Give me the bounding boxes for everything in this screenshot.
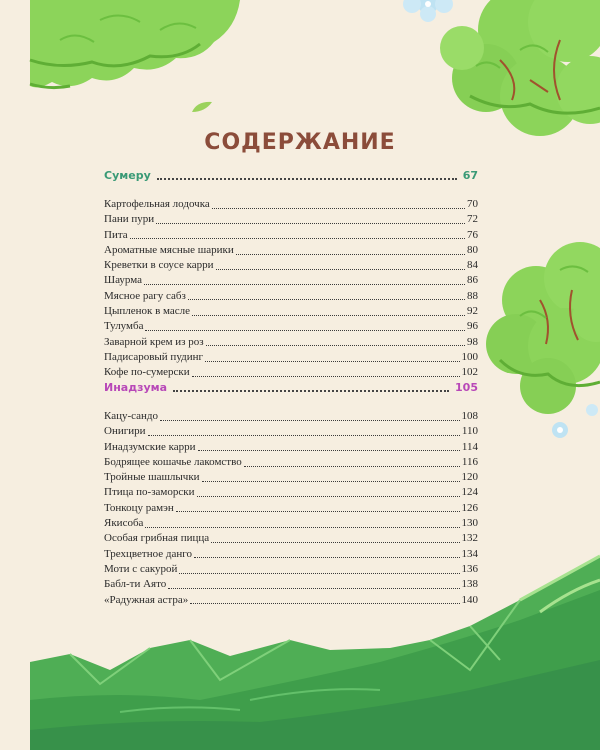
blue-flower-icon (403, 0, 453, 22)
toc-page: 120 (461, 471, 478, 484)
toc-row[interactable] (104, 455, 478, 470)
leaf-icon (191, 100, 213, 114)
toc-row[interactable] (104, 319, 478, 334)
right-tree-icon (486, 242, 600, 414)
toc-label: «Радужная астра» (104, 593, 189, 606)
leader-dots (148, 434, 460, 436)
leader-dots (176, 510, 460, 512)
toc-page: 92 (467, 305, 478, 318)
toc-label: Особая грибная пицца (104, 532, 210, 545)
leader-dots (194, 556, 460, 558)
toc-page: 114 (461, 440, 478, 453)
leader-dots (130, 237, 465, 239)
toc-row[interactable] (104, 593, 478, 608)
toc-label: Мясное рагу сабз (104, 289, 186, 302)
toc-page: 110 (461, 425, 478, 438)
toc-page: 136 (461, 562, 478, 575)
toc-label: Картофельная лодочка (104, 198, 210, 210)
toc-row[interactable] (104, 243, 478, 258)
toc-label: Пани пури (104, 213, 155, 226)
leader-dots (212, 207, 465, 209)
toc-label: Креветки в соусе карри (104, 259, 214, 272)
leader-dots (156, 222, 465, 224)
section-page: 105 (455, 381, 478, 394)
toc-label: Падисаровый пудинг (104, 350, 204, 363)
leader-dots (198, 449, 460, 451)
leader-dots (188, 298, 465, 300)
toc-label: Тулумба (104, 320, 144, 333)
leader-dots (168, 587, 459, 589)
toc-page: 88 (467, 289, 478, 302)
toc-label: Онигири (104, 425, 146, 438)
toc-label: Якисоба (104, 517, 144, 530)
leader-dots (216, 268, 465, 270)
toc-page: 116 (461, 455, 478, 468)
leader-dots (244, 465, 460, 467)
leader-dots (157, 177, 457, 180)
toc-label: Бодрящее кошачье лакомство (104, 455, 242, 468)
toc-label: Кофе по-сумерски (104, 366, 190, 379)
toc-row[interactable] (104, 289, 478, 304)
toc-label: Тройные шашлычки (104, 471, 200, 484)
toc-row[interactable] (104, 424, 478, 439)
toc-page: 98 (467, 335, 478, 348)
toc-row[interactable] (104, 440, 478, 455)
leader-dots (236, 253, 465, 255)
leader-dots (190, 602, 459, 604)
section-header[interactable] (104, 379, 478, 397)
toc-label: Кацу-сандо (104, 410, 159, 422)
toc-row[interactable] (104, 350, 478, 365)
toc-page: 140 (461, 593, 478, 606)
top-right-tree-icon (440, 0, 600, 136)
toc-page: 96 (467, 320, 478, 333)
toc-row[interactable] (104, 212, 478, 227)
toc-row[interactable] (104, 409, 478, 424)
toc-row[interactable] (104, 547, 478, 562)
leader-dots (173, 389, 449, 392)
toc-row[interactable] (104, 228, 478, 243)
toc-page: 84 (467, 259, 478, 272)
leader-dots (145, 526, 459, 528)
page-title: СОДЕРЖАНИЕ (204, 130, 396, 155)
toc-page: 100 (461, 350, 478, 363)
leader-dots (145, 329, 465, 331)
toc-page: 86 (467, 274, 478, 287)
toc-section-inazuma (104, 379, 478, 397)
toc-row[interactable] (104, 470, 478, 485)
toc-page: 132 (461, 532, 478, 545)
toc-label: Птица по-заморски (104, 486, 195, 499)
toc-page: 138 (461, 578, 478, 591)
toc-page: 102 (461, 366, 478, 379)
toc-page: 124 (461, 486, 478, 499)
toc-row[interactable] (104, 273, 478, 288)
leader-dots (205, 360, 459, 362)
toc-label: Цыпленок в масле (104, 305, 191, 318)
toc-row[interactable] (104, 485, 478, 500)
section-page: 67 (462, 169, 478, 182)
toc-row[interactable] (104, 562, 478, 577)
toc-label: Инадзумские карри (104, 440, 196, 453)
toc-row[interactable] (104, 335, 478, 350)
toc-row[interactable] (104, 197, 478, 212)
leader-dots (179, 572, 459, 574)
toc-label: Шаурма (104, 274, 143, 287)
toc-page: 72 (467, 213, 478, 226)
leader-dots (211, 541, 459, 543)
toc-page: 134 (461, 547, 478, 560)
toc-row[interactable] (104, 258, 478, 273)
toc-page: 108 (461, 410, 478, 422)
section-title: Сумеру (104, 169, 151, 182)
toc-label: Заварной крем из роз (104, 335, 204, 348)
toc-label: Пита (104, 228, 128, 241)
section-title: Инадзума (104, 381, 168, 394)
leader-dots (192, 314, 465, 316)
toc-label: Ароматные мясные шарики (104, 243, 234, 256)
leader-dots (192, 375, 460, 377)
top-left-bush-icon (30, 0, 240, 88)
leader-dots (206, 344, 465, 346)
toc-row[interactable] (104, 577, 478, 592)
toc-row[interactable] (104, 304, 478, 319)
toc-page: 126 (461, 501, 478, 514)
toc-list-sumeru (104, 197, 478, 381)
leader-dots (202, 480, 460, 482)
toc-row[interactable] (104, 501, 478, 516)
toc-row[interactable] (104, 516, 478, 531)
toc-label: Трехцветное данго (104, 547, 192, 560)
leader-dots (160, 419, 459, 421)
section-header[interactable] (104, 167, 478, 185)
toc-page: 76 (467, 228, 478, 241)
toc-page: 70 (467, 198, 478, 210)
toc-section-sumeru (104, 167, 478, 185)
toc-label: Бабл-ти Аято (104, 578, 167, 591)
toc-row[interactable] (104, 531, 478, 546)
toc-list-inazuma (104, 409, 478, 608)
leader-dots (197, 495, 460, 497)
toc-page: 130 (461, 517, 478, 530)
toc-label: Моти с сакурой (104, 562, 178, 575)
leader-dots (144, 283, 465, 285)
toc-page: 80 (467, 243, 478, 256)
toc-label: Тонкоцу рамэн (104, 501, 174, 514)
